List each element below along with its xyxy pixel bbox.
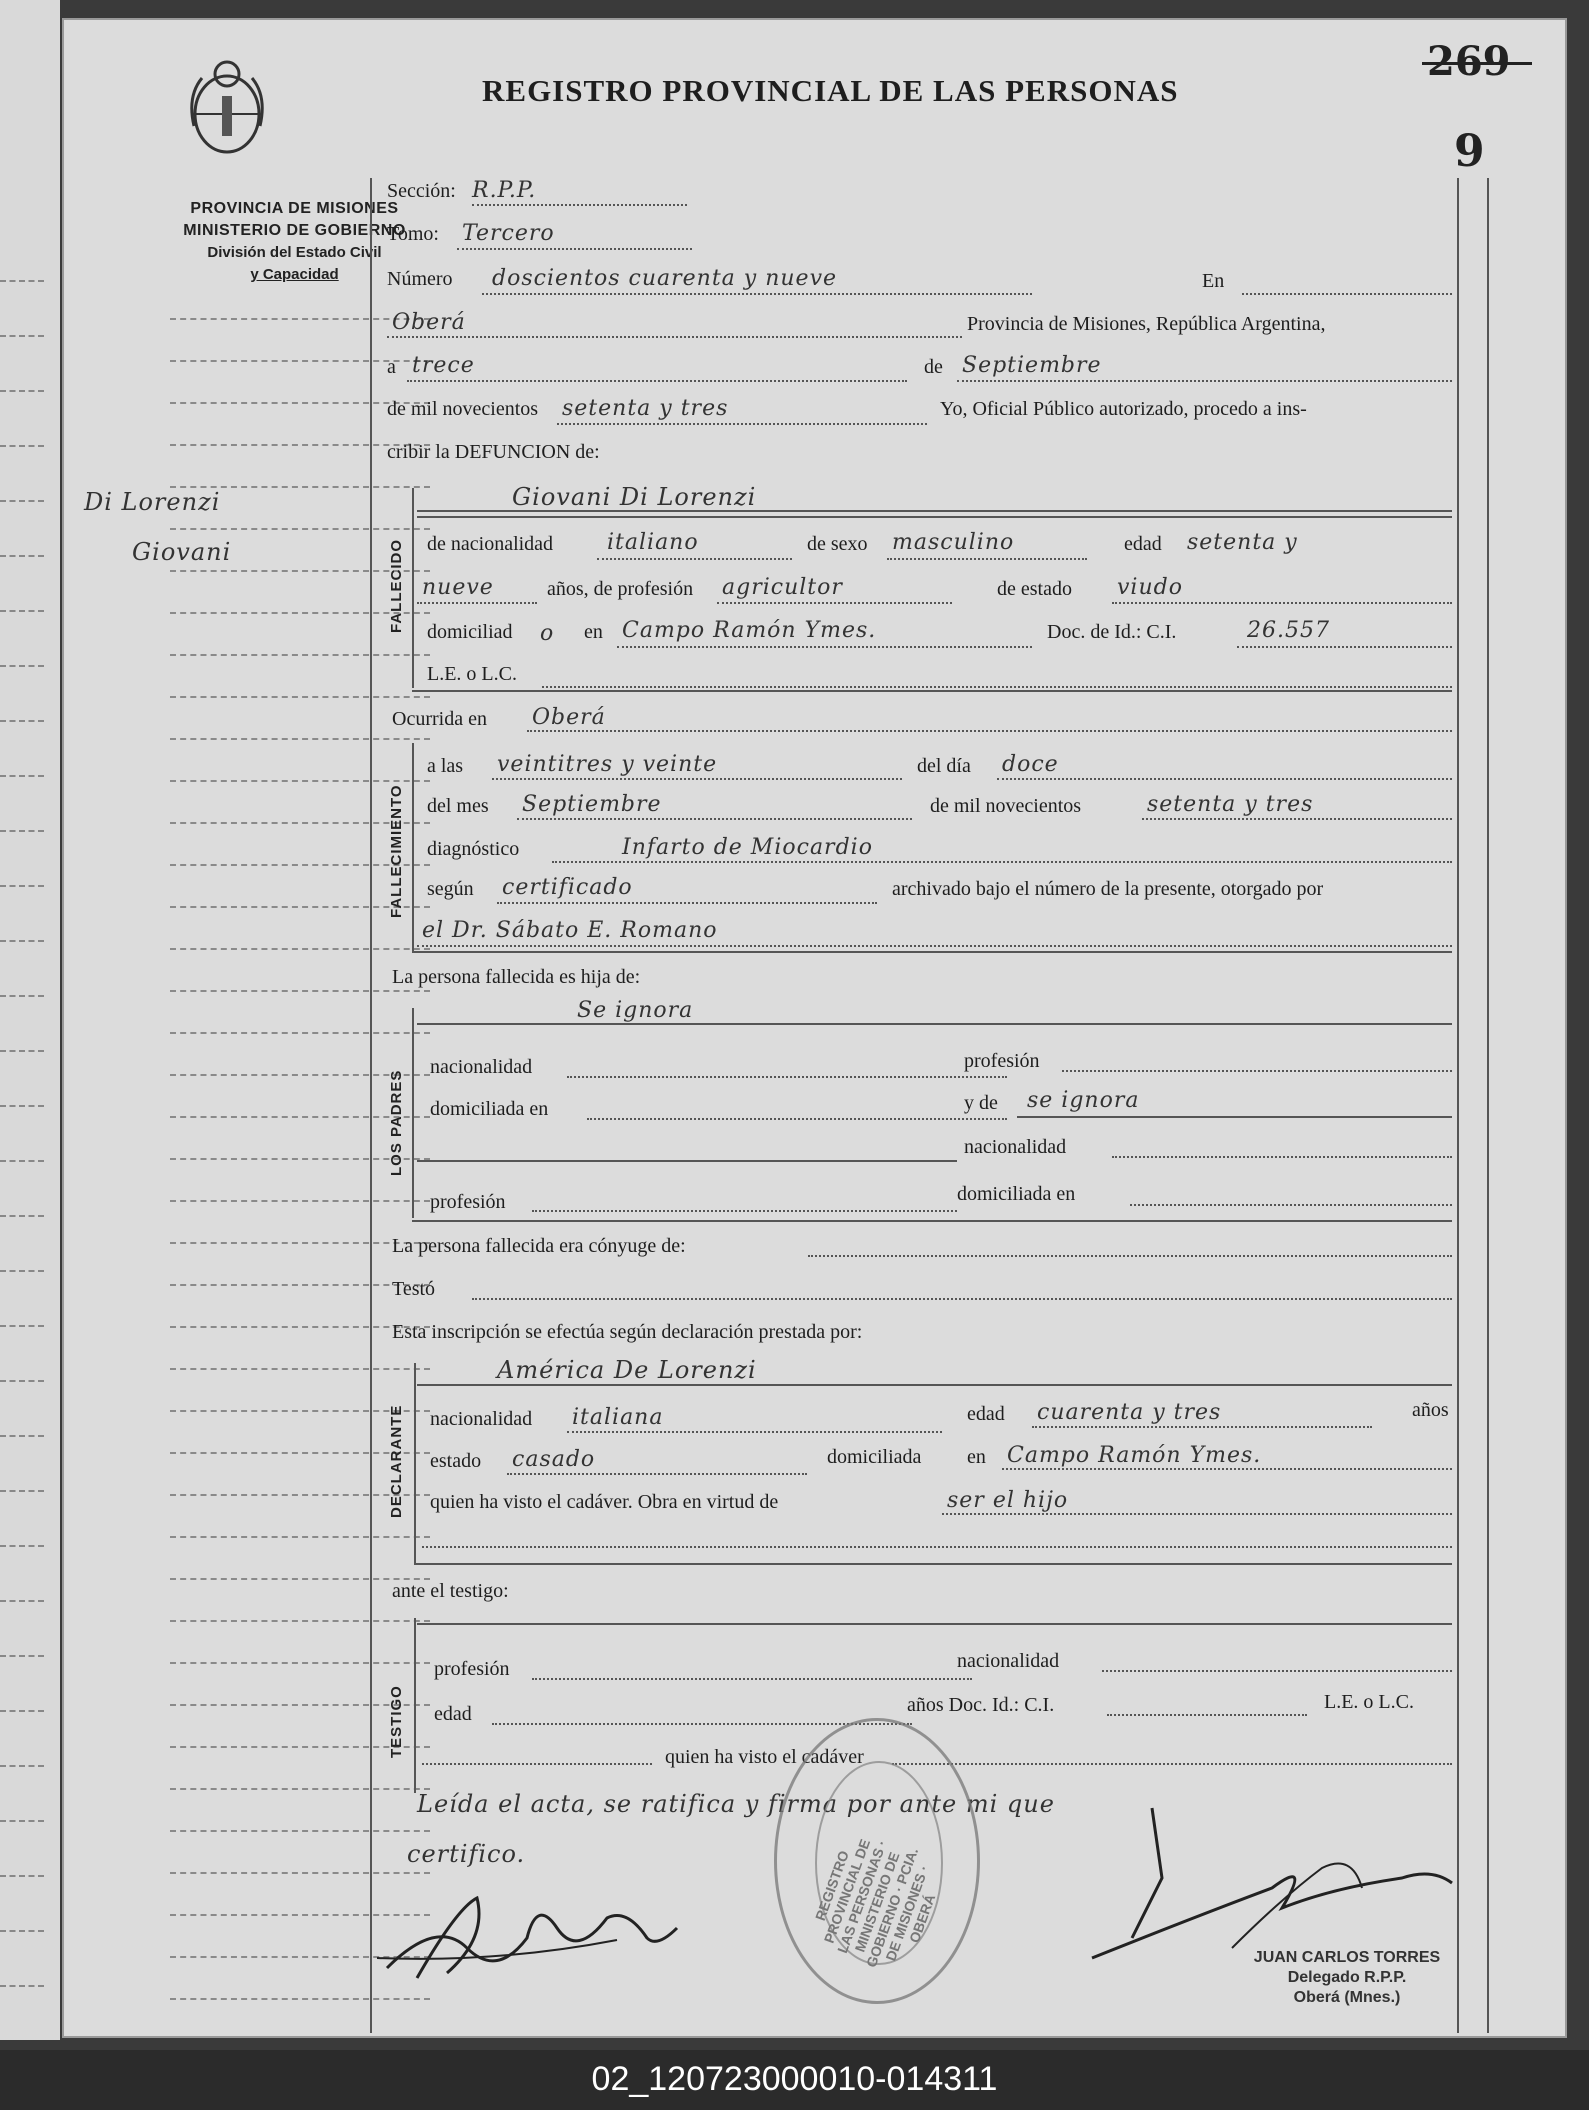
declarante-en-label: en [967,1446,986,1468]
margin-rule-line [170,1872,430,1874]
fallecimiento-medico-line [417,945,1452,947]
previous-page-rule-line [0,885,44,887]
testigo-name-line [417,1623,1452,1625]
en-line [1242,293,1452,295]
margin-rule-line [170,948,430,950]
fallecido-name: Giovani Di Lorenzi [512,483,757,511]
fallecido-sexo-line [887,558,1087,560]
seccion-label: Sección: [387,180,456,202]
testigo-le-label: L.E. o L.C. [1324,1691,1414,1713]
testigo-anos-label: años Doc. Id.: C.I. [907,1694,1055,1716]
padres-profesion2-line [532,1210,957,1212]
fallecido-name-line [417,510,1452,512]
fallecido-domicilio-suffix: o [540,621,555,646]
inscribe-text: cribir la DEFUNCION de: [387,441,600,463]
fallecimiento-anio-line [1142,818,1452,820]
testigo-doc-line [1107,1714,1307,1716]
previous-page-rule-line [0,995,44,997]
padres-y-de-label: y de [964,1092,998,1114]
declarante-estado-label: estado [430,1450,482,1472]
padres-profesion-line [1062,1070,1452,1072]
page-title: REGISTRO PROVINCIAL DE LAS PERSONAS [482,73,1179,108]
fallecido-sexo-value: masculino [892,530,1015,555]
previous-page-rule-line [0,555,44,557]
declarante-virtud-value: ser el hijo [947,1488,1069,1513]
previous-page-rule-line [0,775,44,777]
fallecido-name-line-2 [417,516,1452,518]
declarante-anos-label: años [1412,1399,1449,1421]
testigo-tab: TESTIGO [388,1685,405,1758]
previous-page-rule-line [0,390,44,392]
previous-page-rule-line [0,1490,44,1492]
padres-domiciliada2-label: domiciliada en [957,1183,1076,1205]
fallecido-doc-value: 26.557 [1247,618,1330,643]
declarante-nacionalidad-value: italiana [572,1405,664,1430]
margin-rule-line [170,528,430,530]
fallecimiento-medico-value: el Dr. Sábato E. Romano [422,918,718,943]
ministry-line-4: y Capacidad [250,266,339,283]
margin-rule-line [170,1536,430,1538]
previous-page-rule-line [0,445,44,447]
declarante-virtud-line [942,1513,1452,1515]
fallecimiento-dia-label: del día [917,755,971,777]
fallecido-sexo-label: de sexo [807,533,868,555]
officer-place: Oberá (Mnes.) [1293,1989,1401,2006]
declarante-nacionalidad-line [567,1431,942,1433]
fallecimiento-mes-line [517,818,912,820]
fallecido-edad-value-2: nueve [422,575,494,600]
tomo-line [457,248,692,250]
testigo-edad-label: edad [434,1703,472,1725]
margin-rule-line [170,738,430,740]
month-line [957,380,1452,382]
previous-page-rule-line [0,1875,44,1877]
fallecimiento-dia-value: doce [1002,752,1059,777]
officer-signature [1072,1798,1472,1968]
padres-box-left [412,1008,414,1218]
declarante-name: América De Lorenzi [497,1356,757,1384]
tomo-label: Tomo: [387,223,439,245]
padres-domiciliada-label: domiciliada en [430,1098,549,1120]
declarante-estado-value: casado [512,1447,596,1472]
ministry-line-2: MINISTERIO DE GOBIERNO [183,222,406,239]
testigo-nacionalidad-line [1102,1670,1452,1672]
padres-box-bottom [412,1220,1452,1222]
padres-madre-value: se ignora [1027,1088,1140,1113]
padres-name-line [417,1023,1452,1025]
testigo-profesion-label: profesión [434,1658,510,1680]
declaracion-text: Esta inscripción se efectúa según declaración prestada por: [392,1321,863,1343]
testigo-visto-label: quien ha visto el cadáver [665,1746,864,1768]
fallecido-doc-line [1237,646,1452,648]
testigo-extra-line [422,1763,652,1765]
fallecido-profesion-line [717,602,952,604]
day-value: trece [412,353,475,378]
fallecimiento-box-left [412,743,414,953]
padres-madre-line [1017,1116,1452,1118]
previous-page-rule-line [0,1930,44,1932]
page-number: 9 [1454,126,1485,177]
declarante-box-left [414,1363,416,1563]
closing-line-2: certifico. [407,1840,526,1868]
fallecido-box-bottom [412,690,1452,692]
declarante-edad-value: cuarenta y tres [1037,1400,1222,1425]
fallecimiento-tab: FALLECIMIENTO [388,784,405,918]
fallecido-en-label: en [584,621,603,643]
page-number-old: 269 [1427,38,1511,85]
ministry-line-1: PROVINCIA DE MISIONES [190,200,399,217]
testigo-box-left [414,1618,416,1793]
margin-rule-line [170,1032,430,1034]
fallecimiento-diag-line [552,861,1452,863]
officer-signature-block [1212,1948,1482,2008]
month-value: Septiembre [962,353,1102,378]
testigo-intro: ante el testigo: [392,1580,509,1602]
testo-line [472,1298,1452,1300]
margin-rule-line [170,1200,430,1202]
padres-tab: LOS PADRES [388,1069,405,1176]
official-stamp [774,1718,980,2004]
tomo-value: Tercero [462,221,555,246]
fallecido-anos-label: años, de profesión [547,578,694,600]
officer-name: JUAN CARLOS TORRES [1253,1949,1441,1966]
fallecimiento-segun-label: según [427,878,474,900]
year-prefix: de mil novecientos [387,398,539,420]
fallecimiento-mes-value: Septiembre [522,792,662,817]
previous-page-rule-line [0,1050,44,1052]
fallecido-edad-label: edad [1124,533,1162,555]
previous-page-rule-line [0,1655,44,1657]
de-label: de [924,356,943,378]
margin-rule-line [170,1368,430,1370]
seccion-line [472,204,687,206]
left-column-border [370,178,372,2033]
day-line [407,380,907,382]
right-column-border [1457,178,1459,2033]
previous-page-rule-line [0,1435,44,1437]
declarante-name-line [417,1384,1452,1386]
declarant-signature [377,1878,687,1988]
ocurrida-line [527,730,1452,732]
conyuge-label: La persona fallecida era cónyuge de: [392,1235,686,1257]
margin-rule-line [170,1326,430,1328]
previous-page-rule-line [0,335,44,337]
previous-page-rule-line [0,1270,44,1272]
fallecimiento-segun-line [497,902,877,904]
fallecido-estado-label: de estado [997,578,1072,600]
fallecido-nacionalidad-label: de nacionalidad [427,533,554,555]
padres-domiciliada2-line [1130,1204,1452,1206]
padres-nacionalidad-line [567,1076,1007,1078]
year-value: setenta y tres [562,396,729,421]
declarante-extra-line [422,1546,1452,1548]
declarante-domicilio-line [1002,1468,1452,1470]
fallecido-le-label: L.E. o L.C. [427,663,517,685]
margin-rule-line [170,780,430,782]
fallecido-estado-line [1112,602,1452,604]
margin-rule-line [170,1662,430,1664]
fallecido-nacionalidad-value: italiano [607,530,699,555]
margin-rule-line [170,1788,430,1790]
padres-profesion2-label: profesión [430,1191,506,1213]
previous-page-rule-line [0,1325,44,1327]
declarante-edad-line [1032,1426,1372,1428]
outer-right-border [1487,178,1489,2033]
testigo-profesion-line [532,1678,972,1680]
previous-page-rule-line [0,1600,44,1602]
fallecimiento-mes-label: del mes [427,795,489,817]
previous-page-rule-line [0,500,44,502]
testigo-visto-line [892,1763,1452,1765]
officer-text: Yo, Oficial Público autorizado, procedo a ins- [940,398,1307,420]
margin-rule-line [170,1242,430,1244]
year-line [557,423,927,425]
padres-nacionalidad2-line [1112,1156,1452,1158]
margin-rule-line [170,318,430,320]
fallecido-nacionalidad-line [597,558,792,560]
ocurrida-value: Oberá [532,705,606,730]
previous-page-rule-line [0,1820,44,1822]
margin-rule-line [170,990,430,992]
margin-rule-line [170,1998,430,2000]
declarante-domiciliada-label: domiciliada [827,1446,922,1468]
ministry-line-3: División del Estado Civil [207,244,382,261]
fallecido-domicilio-value: Campo Ramón Ymes. [622,618,877,643]
previous-page-rule-line [0,1105,44,1107]
previous-page-rule-line [0,720,44,722]
previous-page-rule-line [0,1545,44,1547]
officer-title: Delegado R.P.P. [1287,1969,1407,1986]
padres-padre-value: Se ignora [577,998,694,1023]
fallecido-box-left [412,488,414,688]
margin-rule-line [170,1830,430,1832]
previous-page-rule-line [0,1710,44,1712]
padres-nacionalidad2-label: nacionalidad [964,1136,1067,1158]
fallecimiento-hora-line [492,778,902,780]
en-label: En [1202,270,1225,292]
previous-page-edge [0,0,60,2040]
margin-rule-line [170,1284,430,1286]
fallecimiento-archivado-text: archivado bajo el número de la presente, otorgado por [892,878,1324,900]
stamp-text: REGISTRO PROVINCIAL DE LAS PERSONAS · MINISTERIO DE GOBIERNO · PCIA. DE MISIONES · OBERÁ [811,1836,939,1970]
fallecido-edad-line [417,602,537,604]
coat-of-arms-icon [182,56,272,156]
closing-line-1: Leída el acta, se ratifica y firma por ante mi que [417,1790,1055,1818]
previous-page-rule-line [0,1985,44,1987]
fallecido-tab: FALLECIDO [388,539,405,633]
margin-rule-line [170,1578,430,1580]
previous-page-rule-line [0,830,44,832]
numero-line [482,293,1032,295]
declarante-nacionalidad-label: nacionalidad [430,1408,533,1430]
margin-rule-line [170,696,430,698]
seccion-value: R.P.P. [472,178,537,203]
padres-mid-line [417,1160,957,1162]
fallecimiento-diag-value: Infarto de Miocardio [622,835,873,860]
previous-page-rule-line [0,1765,44,1767]
place-line [387,336,962,338]
numero-label: Número [387,268,453,290]
previous-page-rule-line [0,1160,44,1162]
fallecido-doc-label: Doc. de Id.: C.I. [1047,621,1177,643]
fallecido-edad-value: setenta y [1187,530,1298,555]
fallecido-profesion-value: agricultor [722,575,843,600]
fallecimiento-anio-value: setenta y tres [1147,792,1314,817]
margin-rule-line [170,654,430,656]
place-value: Oberá [392,310,466,335]
margin-rule-line [170,1620,430,1622]
numero-value: doscientos cuarenta y nueve [492,266,838,291]
margin-surname: Di Lorenzi [84,488,221,516]
declarante-domicilio-value: Campo Ramón Ymes. [1007,1443,1262,1468]
register-page [62,18,1567,2038]
padres-intro: La persona fallecida es hija de: [392,966,641,988]
previous-page-rule-line [0,610,44,612]
padres-profesion-label: profesión [964,1050,1040,1072]
padres-domiciliada-line [587,1118,1007,1120]
previous-page-rule-line [0,665,44,667]
province-text: Provincia de Misiones, República Argentina, [967,313,1326,335]
fallecido-estado-value: viudo [1117,575,1183,600]
margin-given-name: Giovani [132,538,232,566]
testo-label: Testó [392,1278,436,1300]
previous-page-rule-line [0,280,44,282]
declarante-tab: DECLARANTE [388,1404,405,1518]
a-label: a [387,356,396,378]
fallecimiento-hora-label: a las [427,755,464,777]
fallecido-domicilio-label: domiciliad [427,621,513,643]
fallecimiento-box-bottom [412,951,1452,953]
scan-footer-code: 02_120723000010-014311 [591,2060,998,2098]
fallecido-domicilio-line [617,646,1032,648]
previous-page-rule-line [0,1215,44,1217]
declarante-edad-label: edad [967,1403,1005,1425]
conyuge-line [808,1255,1452,1257]
fallecimiento-dia-line [997,778,1452,780]
declarante-visto-label: quien ha visto el cadáver. Obra en virtud de [430,1491,779,1513]
testigo-nacionalidad-label: nacionalidad [957,1650,1060,1672]
fallecimiento-segun-value: certificado [502,875,633,900]
previous-page-rule-line [0,940,44,942]
previous-page-rule-line [0,1380,44,1382]
padres-nacionalidad-label: nacionalidad [430,1056,533,1078]
fallecimiento-diag-label: diagnóstico [427,838,520,860]
declarante-box-bottom [414,1563,1452,1565]
fallecido-le-line [542,686,1452,688]
ocurrida-label: Ocurrida en [392,708,487,730]
fallecimiento-anio-label: de mil novecientos [930,795,1082,817]
fallecimiento-hora-value: veintitres y veinte [497,752,718,777]
declarante-estado-line [507,1473,807,1475]
